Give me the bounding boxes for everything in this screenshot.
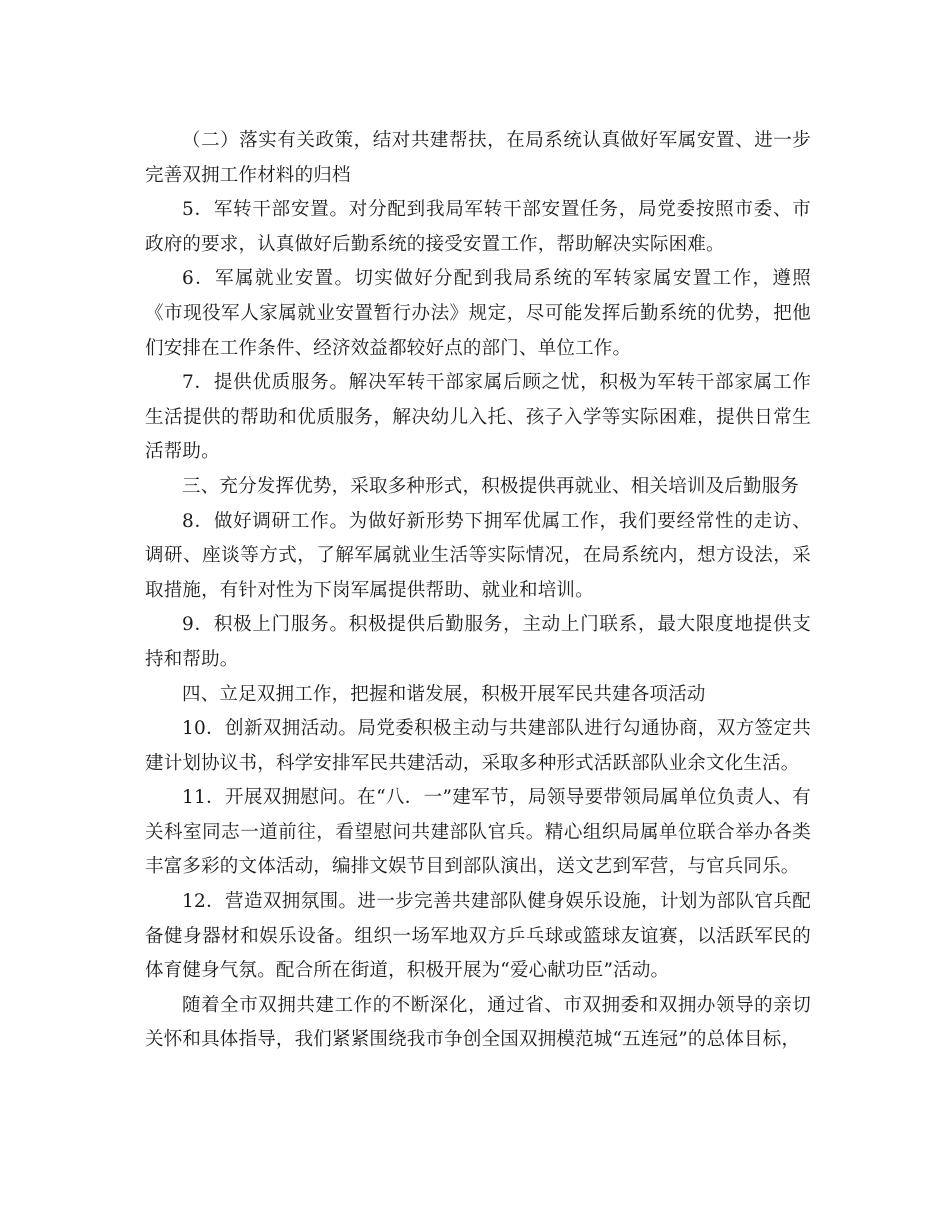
paragraph-item-8: 8．做好调研工作。为做好新形势下拥军优属工作，我们要经常性的走访、调研、座谈等方式，了解军属就业生活等实际情况，在局系统内，想方设法，采取措施，有针对性为下岗军属提供帮助、就业和培训。 [145,510,811,601]
section-heading-4: 四、立足双拥工作，把握和谐发展，积极开展军民共建各项活动 [182,683,706,705]
paragraph-item-10: 10．创新双拥活动。局党委积极主动与共建部队进行勾通协商，双方签定共建计划协议书，科学安排军民共建活动，采取多种形式活跃部队业余文化生活。 [145,718,811,774]
paragraph-item-5: 5．军转干部安置。对分配到我局军转干部安置任务，局党委按照市委、市政府的要求，认真做好后勤系统的接受安置工作，帮助解决实际困难。 [145,199,811,255]
paragraph-item-12: 12．营造双拥氛围。进一步完善共建部队健身娱乐设施，计划为部队官兵配备健身器材和娱乐设备。组织一场军地双方乒乓球或篮球友谊赛，以活跃军民的体育健身气氛。配合所在街道，积极开展为“爱心献功臣”活动。 [145,891,811,982]
section-heading-2: （二）落实有关政策，结对共建帮扶，在局系统认真做好军属安置、进一步完善双拥工作材料的归档 [145,130,811,186]
paragraph-item-11: 11．开展双拥慰问。在“八．一”建军节，局领导要带领局属单位负责人、有关科室同志一道前往，看望慰问共建部队官兵。精心组织局属单位联合举办各类丰富多彩的文体活动，编排文娱节目到部队演出，送文艺到军营，与官兵同乐。 [145,787,811,878]
section-heading-3: 三、充分发挥优势，采取多种形式，积极提供再就业、相关培训及后勤服务 [182,475,800,497]
closing-paragraph: 随着全市双拥共建工作的不断深化，通过省、市双拥委和双拥办领导的亲切关怀和具体指导，我们紧紧围绕我市争创全国双拥模范城“五连冠”的总体目标， [145,994,811,1051]
paragraph-item-6: 6．军属就业安置。切实做好分配到我局系统的军转家属安置工作，遵照《市现役军人家属就业安置暂行办法》规定，尽可能发挥后勤系统的优势，把他们安排在工作条件、经济效益都较好点的部门、单位工作。 [145,268,811,359]
paragraph-item-9: 9．积极上门服务。积极提供后勤服务，主动上门联系，最大限度地提供支持和帮助。 [145,614,811,670]
document-body [145,124,811,1058]
paragraph-item-7: 7．提供优质服务。解决军转干部家属后顾之忧，积极为军转干部家属工作生活提供的帮助和优质服务，解决幼儿入托、孩子入学等实际困难，提供日常生活帮助。 [145,372,811,463]
